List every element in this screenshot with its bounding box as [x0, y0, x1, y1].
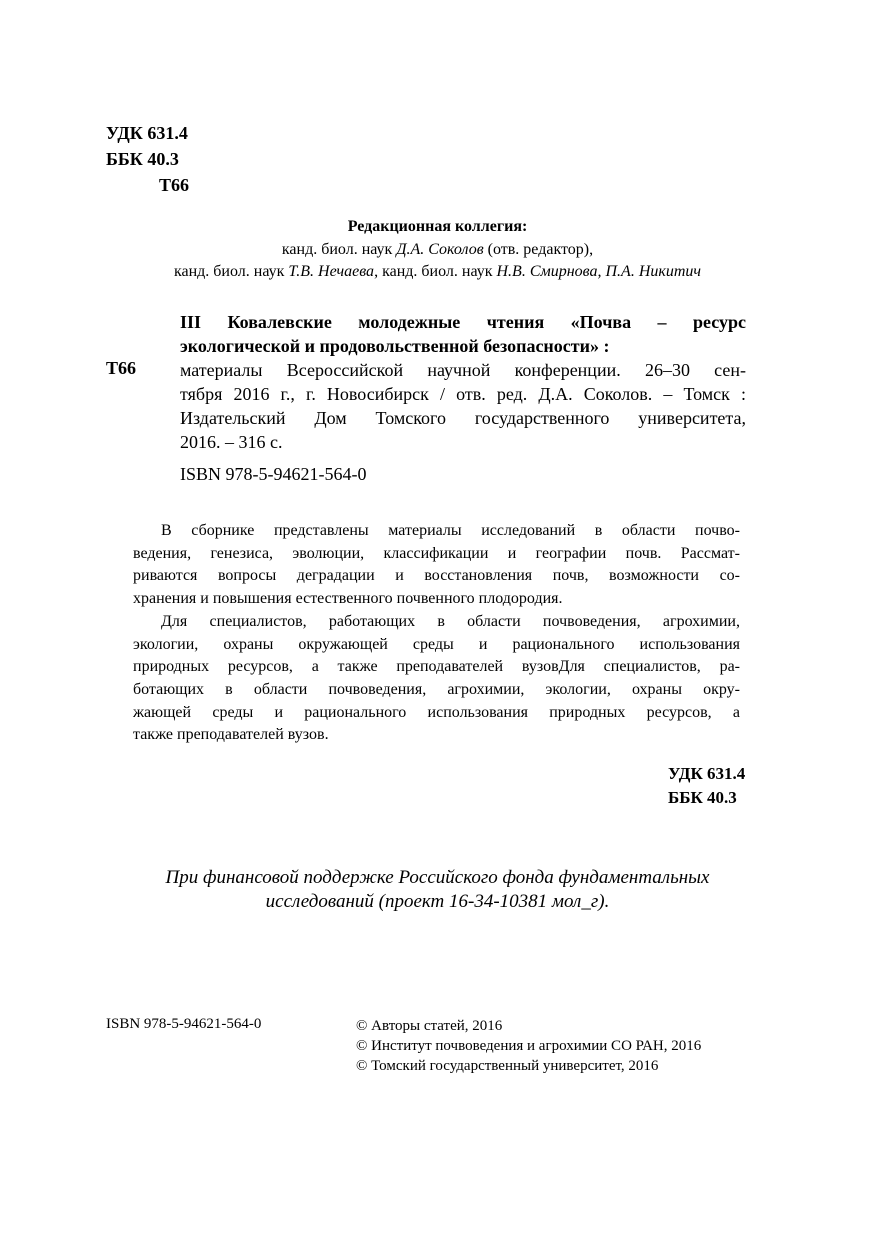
- audience-line: экологии, охраны окружающей среды и рационального использования: [133, 635, 740, 653]
- abstract-line: ведения, генезиса, эволюции, классификации и географии почв. Рассмат-: [133, 544, 740, 562]
- copyright-line: © Томский государственный университет, 2016: [356, 1058, 659, 1074]
- bibliographic-description: [180, 310, 746, 486]
- bbk-code: ББК 40.3: [106, 149, 179, 169]
- editorial-board-title: Редакционная коллегия:: [347, 218, 528, 235]
- copyright-line: © Авторы статей, 2016: [356, 1018, 503, 1034]
- description-line: 2016. – 316 с.: [180, 432, 283, 452]
- description-isbn: ISBN 978-5-94621-564-0: [180, 464, 367, 484]
- audience-line: также преподавателей вузов.: [133, 726, 329, 744]
- copyright-notices: [356, 1016, 701, 1076]
- funding-note-line-1: При финансовой поддержке Российского фонда фундаментальных: [165, 867, 710, 888]
- audience-line: ботающих в области почвоведения, агрохимии, экологии, охраны окру-: [133, 680, 740, 698]
- editor-degree: канд. биол. наук: [281, 241, 397, 258]
- abstract: [133, 520, 740, 747]
- audience-line: Для специалистов, работающих в области почвоведения, агрохимии,: [161, 612, 740, 630]
- abstract-line: хранения и повышения естественного почвенного плодородия.: [133, 590, 563, 608]
- description-author-mark: Т66: [106, 358, 137, 378]
- footer-isbn: ISBN 978-5-94621-564-0: [106, 1016, 262, 1032]
- member-degree-2: , канд. биол. наук: [374, 263, 497, 280]
- abstract-line: В сборнике представлены материалы исследований в области почво-: [161, 522, 740, 539]
- classification-codes-bottom: [668, 762, 745, 810]
- member-name-1: Т.В. Нечаева: [288, 263, 375, 280]
- member-names-2: Н.В. Смирнова, П.А. Никитич: [496, 263, 702, 280]
- udk-code: УДК 631.4: [106, 123, 188, 143]
- classification-codes: [106, 120, 189, 198]
- author-mark: Т66: [159, 175, 190, 195]
- funding-note-line-2: исследований (проект 16-34-10381 мол_г).: [265, 891, 610, 912]
- audience-line: природных ресурсов, а также преподавателей вузовДля специалистов, ра-: [133, 658, 740, 676]
- book-title-line-2: экологической и продовольственной безопасности» :: [180, 336, 610, 356]
- description-line: материалы Всероссийской научной конференции. 26–30 сен-: [180, 360, 746, 380]
- funding-note: [0, 866, 875, 914]
- editor-role: (отв. редактор),: [483, 241, 594, 258]
- book-title-line-1: III Ковалевские молодежные чтения «Почва – ресурс: [180, 312, 746, 332]
- editorial-board-line-1: [0, 241, 875, 259]
- copyright-line: © Институт почвоведения и агрохимии СО РАН, 2016: [356, 1038, 702, 1054]
- udk-code-bottom: УДК 631.4: [668, 764, 746, 783]
- bbk-code-bottom: ББК 40.3: [668, 788, 737, 807]
- editor-name: Д.А. Соколов: [396, 241, 484, 258]
- description-line: тября 2016 г., г. Новосибирск / отв. ред. Д.А. Соколов. – Томск :: [180, 384, 746, 404]
- member-degree-1: канд. биол. наук: [173, 263, 289, 280]
- abstract-line: риваются вопросы деградации и восстановления почв, возможности со-: [133, 567, 740, 585]
- description-line: Издательский Дом Томского государственного университета,: [180, 408, 746, 428]
- editorial-board-line-2: [0, 263, 875, 281]
- audience-line: жающей среды и рационального использования природных ресурсов, а: [133, 703, 740, 721]
